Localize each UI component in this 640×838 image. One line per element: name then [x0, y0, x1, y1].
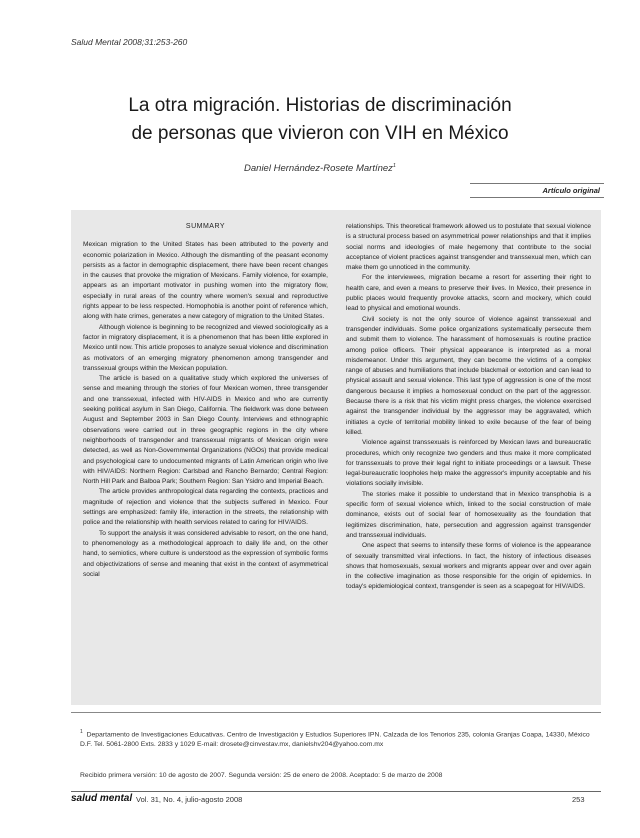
affiliation-footnote — [80, 727, 595, 750]
summary-paragraph: For the interviewees, migration became a resort for asserting their right to health care, and even a means to preserve their lives. In Mexico, their presence in public places would frequently provoke attacks, scorn and mockery, which could lead to physical and emotional wounds. — [346, 274, 591, 313]
journal-issue-info: Vol. 31, No. 4, julio-agosto 2008 — [136, 795, 243, 804]
article-type-label: Artículo original — [470, 183, 604, 198]
received-dates: Recibido primera versión: 10 de agosto de 2007. Segunda versión: 25 de enero de 2008. Aceptado: 5 de marzo de 2008 — [80, 772, 443, 779]
summary-paragraph: One aspect that seems to intensify these forms of violence is the appearance of sexually transmitted viral infections. In fact, the history of infectious diseases shows that homosexuals, sexual workers and migrants appear over and over again in the collective imagination as those responsible for the origin of epidemics. In today's epidemiological context, transgender is seen as a scapegoat for HIV/AIDS. — [346, 542, 591, 591]
running-head: Salud Mental 2008;31:253-260 — [71, 37, 188, 47]
summary-paragraph: relationships. This theoretical framework allowed us to postulate that sexual violence is a structural process based on asymmetrical power relationships and that it implies social norms and ideologies of male hegemony that contribute to the social acceptance of violent practices against transgender and transsexual men, which can make them go unnoticed in the community. — [346, 223, 591, 272]
page-number: 253 — [572, 795, 585, 804]
article-title — [60, 92, 580, 148]
summary-paragraph: Civil society is not the only source of violence against transsexual and transgender individuals. Some police organizations systematically persecute them and submit them to violence. The harassment of homosexuals is routine practice among police officers. Their physical appearance is interpreted as a moral misdemeanor. Under this argument, they can become the victims of a complex range of abuses and humiliations that include blackmail or extortion and can lead to physical assault and sexual violence. This last type of aggression is one of the most dangerous because it implies a homosexual conduct on the part of the aggressor. Because there is a risk that his victim might press charges, the violence exercised against the transgender individual by the aggressor may be aggravated, which initiates a cycle of territorial mobility linked to exile because of the fear of being killed. — [346, 315, 591, 436]
summary-left-column — [83, 213, 328, 580]
summary-paragraph: Although violence is beginning to be recognized and viewed sociologically as a factor in migratory displacement, it is a phenomenon that has been little explored in Mexico until now. This article proposes to analyze sexual violence and discrimination as motivators of an emerging migratory phenomenon among transgender and transsexual groups within the Mexican population. — [83, 323, 328, 372]
summary-paragraph: The article provides anthropological data regarding the contexts, practices and magnitude of rejection and violence that the subjects suffered in Mexico. Four settings are emphasized: family life, interaction in the streets, the relationship with police and the relationship with health services related to caring for HIV/AIDS. — [83, 488, 328, 527]
title-line-1: La otra migración. Historias de discriminación — [128, 95, 512, 116]
journal-logo: salud mental — [71, 793, 133, 804]
author-affiliation-marker: 1 — [392, 163, 396, 169]
footnote-text: Departamento de Investigaciones Educativas. Centro de Investigación y Estudios Superiores IPN. Calzada de los Tenorios 235, colonia Granjas Coapa, 14330, México D.F. Tel. 5061-2800 Exts. 2833 y 1029 E-mail: drosete@cinvestav.mx, danielshv204@yahoo.com.mx — [80, 731, 590, 749]
summary-paragraph: Violence against transsexuals is reinforced by Mexican laws and bureaucratic procedures, which only recognize two genders and thus make it more complicated for transsexuals to prove their legal right to initiate proceedings or a lawsuit. These legal-bureaucratic loopholes help make the aggressor's impunity acceptable and his violations socially invisible. — [346, 439, 591, 488]
footer-divider — [71, 791, 601, 792]
summary-right-column — [346, 222, 591, 593]
summary-paragraph: To support the analysis it was considered advisable to resort, on the one hand, to phenomenology as a methodological approach to daily life and, on the other hand, to semiotics, where culture is understood as the expression of symbolic forms and objectivizations of sense and meaning that exist in the context of asymmetrical social — [83, 529, 328, 578]
summary-heading: SUMMARY — [185, 223, 226, 230]
footnote-marker: 1 — [80, 729, 83, 735]
author-line — [0, 163, 640, 174]
author-name: Daniel Hernández-Rosete Martínez — [244, 163, 393, 175]
summary-paragraph: Mexican migration to the United States has been attributed to the poverty and economic polarization in Mexico. Although the dismantling of the peasant economy persists as a factor in demographic displacement, there have been recent changes in the causes that provoke the migration of Mexicans. Family violence, for example, appears as an important motivator in pushing women into the migratory flow, especially in rural areas of the country where women's sexual and reproductive rights appear to be less respected. Homophobia is another point of reference which, along with hate crimes, generates a new category of migration to the United States. — [83, 241, 328, 321]
summary-paragraph: The article is based on a qualitative study which explored the universes of sense and meaning through the stories of four Mexican women, three transgender and one transsexual, infected with HIV-AIDS in Mexico and who are currently seeking political asylum in San Diego, California. The fieldwork was done between August and September 2003 in San Diego County. Interviews and ethnographic observations were carried out in three geographic regions in the city where neighborhoods of transgender and transsexual migrants of Mexican origin were detected, as well as Non-Governmental Organizations (NGOs) that provide medical and psychological care to undocumented migrants of Latin American origin who live with HIV/AIDS: Northern Region: Carlsbad and Rancho Bernardo; Central Region: North Hill Park and Balboa Park; Southern Region: San Ysidro and Imperial Beach. — [83, 375, 328, 486]
title-line-2: de personas que vivieron con VIH en México — [131, 123, 509, 144]
footnote-divider — [71, 712, 601, 713]
summary-paragraph: The stories make it possible to understand that in Mexico transphobia is a specific form of sexual violence which, linked to the social construction of male dominance, exists out of social fear of homosexuality as the foundation that legitimizes discrimination, hate, persecution and aggression against transgender and transsexual individuals. — [346, 490, 591, 539]
